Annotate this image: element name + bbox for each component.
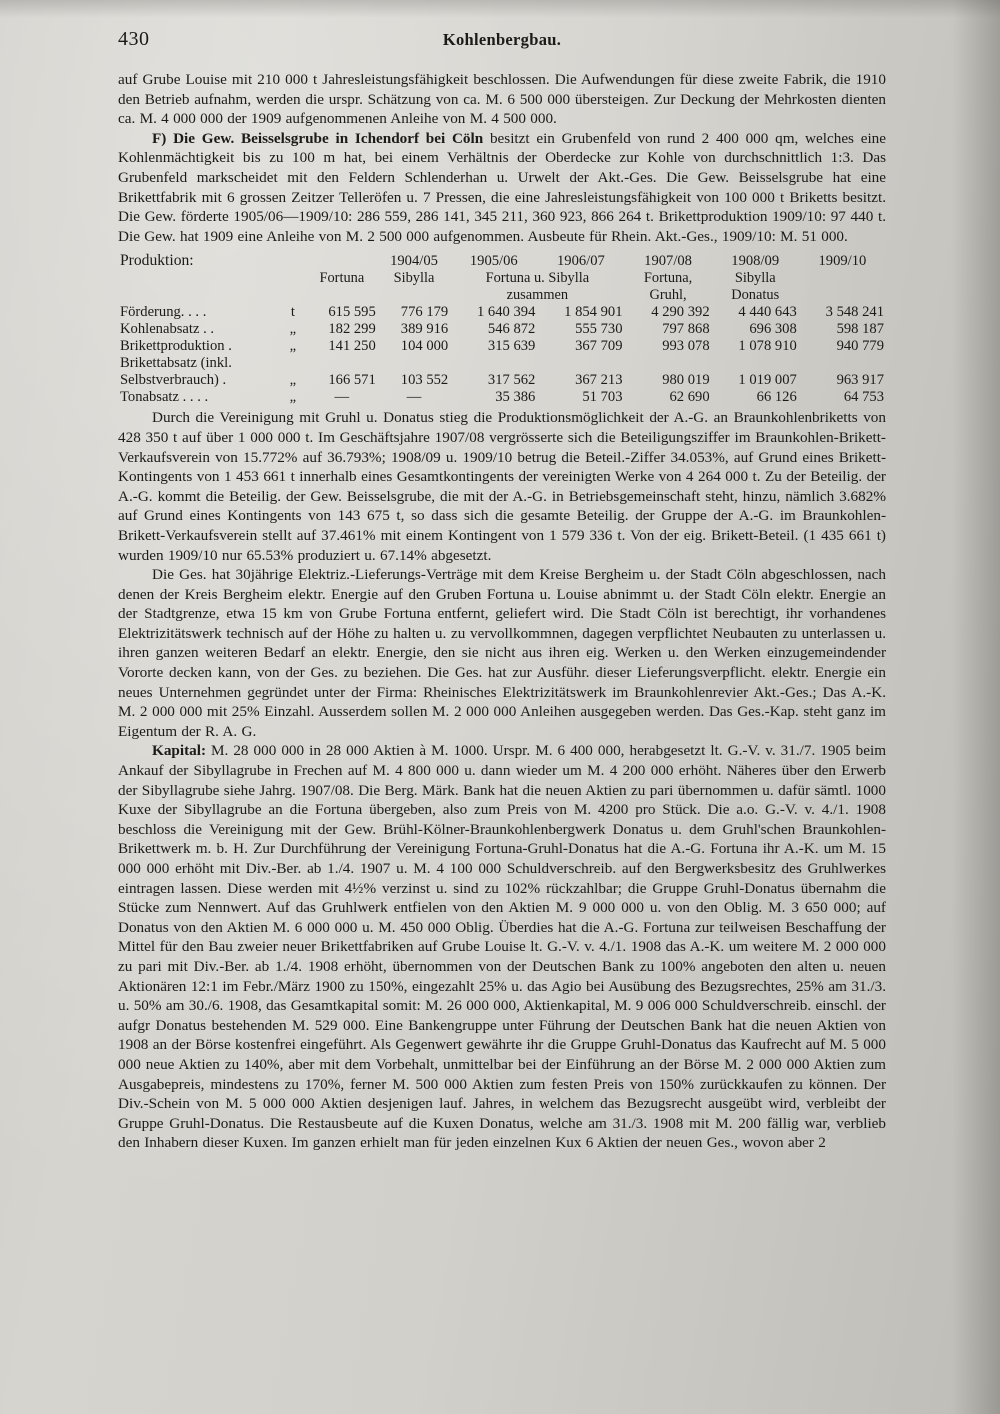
table-year-3: 1906/07: [557, 253, 605, 270]
page-content: [118, 26, 886, 1153]
paragraph-2-run-in-label: F) Die Gew. Beisselsgrube in Ichendorf bei Cöln: [152, 129, 484, 147]
paragraph-5-run-in-label: Kapital:: [152, 742, 207, 760]
cell: 776 179: [400, 304, 449, 321]
table-group-zusammen: zusammen: [506, 287, 569, 304]
row-label-tonabsatz: Tonabsatz . . . .: [120, 389, 209, 406]
page-header: [118, 26, 886, 60]
cell: 166 571: [328, 372, 376, 389]
cell: 555 730: [575, 321, 623, 338]
row-label-brikettproduktion: Brikettproduktion .: [120, 338, 232, 355]
cell: 35 386: [495, 389, 536, 406]
cell: 103 552: [400, 372, 449, 389]
running-head: Kohlenbergbau.: [442, 30, 562, 49]
cell: —: [406, 389, 422, 406]
cell: 696 308: [749, 321, 797, 338]
table-group-fortuna-sibylla: Fortuna u. Sibylla: [485, 270, 590, 287]
table-year-4: 1907/08: [644, 253, 692, 270]
paragraph-4: Die Ges. hat 30jährige Elektriz.-Lieferungs-Verträge mit dem Kreise Bergheim u. der Stadt Cöln abgeschlossen, nach denen der Kreis Bergheim elektr. Energie auf den Gruben Fortuna u. Louise abnimmt u. der Stadt Cöln elektr. Energie an der Stadtgrenze, etwa 15 km von Grube Fortuna entfernt, geliefert wird. Die Stadt Cöln ist berechtigt, ihr vorhandenes Elektrizitätswerk technisch auf der Höhe zu halten u. zu vervollkommnen, dagegen verpflichtet Neubauten zu unterlassen u. ihren ganzen weiteren Bedarf an elektr. Energie, den sie nicht aus ihren eig. Werken u. den Werken einzugemeindender Vororte decken kann, von der Ges. zu beziehen. Die Ges. hat zur Ausführ. dieser Lieferungsverpflicht. elektr. Energie ein neues Unternehmen gegründet unter der Firma: Rheinisches Elektrizitätswerk im Braunkohlenrevier Akt.-Ges.; Das A.-K. M. 2 000 000 mit 25% Einzahl. Ausserdem sollen M. 2 000 000 Anleihen ausgegeben werden. Das Ges.-Kap. steht ganz im Eigentum der R. A. G.: [118, 566, 886, 740]
cell: 66 126: [756, 389, 797, 406]
cell: 51 703: [582, 389, 623, 406]
paragraph-5-text: M. 28 000 000 in 28 000 Aktien à M. 1000. Urspr. M. 6 400 000, herabgesetzt lt. G.-V. v. 31./7. 1905 beim Ankauf der Sibyllagrube in Frechen auf M. 4 800 000 u. dann wieder um M. 4 200 000 erhöht. Näheres über den Erwerb der Sibyllagrube siehe Jahrg. 1907/08. Die Berg. Märk. Bank hat die neuen Aktien zu pari übernommen u. dafür sämtl. 1000 Kuxe der Sibyllagrube an die Fortuna übergeben, also zum Preis von M. 4200 pro Stück. Die a.o. G.-V. v. 4./1. 1908 beschloss die Vereinigung mit der Gew. Brühl-Kölner-Braunkohlenbergwerk Donatus u. dem Gruhl'schen Braunkohlen-Brikettwerk m. b. H. Zur Durchführung der Vereinigung Fortuna-Gruhl-Donatus hat die A.-G. Fortuna ihr A.-K. um M. 15 000 000 erhöht mit Div.-Ber. ab 1./4. 1907 u. M. 4 100 000 Schuldverschreib. auf den Bergwerksbesitz des Gruhlwerkes eintragen lassen. Diese werden mit 4½% verzinst u. sind zu 102% rückzahlbar; die Gruppe Gruhl-Donatus übernahm die Stücke zum Nennwert. Auf das Gruhlwerk entfielen von den Aktien M. 9 000 000 u. von den Oblig. M. 3 650 000; auf Donatus von den Aktien M. 6 000 000 u. M. 450 000 Oblig. Überdies hat die A.-G. Fortuna zur teilweisen Beschaffung der Mittel für den Bau zweier neuer Brikettfabriken auf Grube Louise lt. G.-V. v. 4./1. 1908 das A.-K. um weitere M. 2 000 000 zu pari mit Div.-Ber. ab 1./4. 1908 erhöht, übernommen von der Deutschen Bank zu 100% angeboten den alten u. neuen Aktionären 12:1 im Febr./März 1900 zu 150%, eingezahlt 25% u. das Agio bei Ausübung des Bezugsrechtes, 25% am 31./3. u. 50% am 30./6. 1908, das Gesamtkapital somit: M. 26 000 000, Aktienkapital, M. 9 006 000 Schuldverschreib. einschl. der aufgr Donatus bestehenden M. 529 000. Eine Bankengruppe unter Führung der Deutschen Bank hat die neuen Aktien von 1908 an der Börse kostenfrei eingeführt. Als Gegenwert gewährte ihr die Gruppe Gruhl-Donatus das Kaufrecht auf M. 5 000 000 neue Aktien zu 140%, aber mit dem Vorbehalt, unmittelbar bei der Einführung an der Börse M. 2 000 000 Aktien zum Ausgabepreis, mindestens zu 170%, ferner M. 500 000 Aktien zum festen Preis von 150% zurückkaufen zu können. Der Div.-Schein von M. 5 000 000 Aktien desjenigen lauf. Jahres, in welchem das Bezugsrecht ausgeübt wird, verbleibt der Gruppe Gruhl-Donatus. Die Restausbeute auf die Kuxen Donatus, welche am 31./3. 1908 mit M. 200 fällig war, verblieb den Inhabern dieser Kuxen. Im ganzen erhielt man für jeden einzelnen Kux 6 Aktien der neuen Ges., wovon aber 2: [118, 742, 887, 1152]
table-year-2: 1905/06: [469, 253, 518, 270]
row-unit-kohlenabsatz: „: [289, 321, 297, 338]
cell: 1 078 910: [738, 338, 797, 355]
table-group-gruhl: Gruhl,: [649, 287, 687, 304]
cell: 797 868: [662, 321, 710, 338]
cell: 367 213: [575, 372, 623, 389]
cell: 4 440 643: [738, 304, 797, 321]
table-row: [118, 372, 886, 389]
paragraph-3: Durch die Vereinigung mit Gruhl u. Donatus stieg die Produktionsmöglichkeit der A.-G. an Braunkohlenbriketts von 428 350 t auf über 1 000 000 t. Im Geschäftsjahre 1907/08 vergrösserte sich die Beteiligungsziffer im Braunkohlen-Brikett-Verkaufsverein von 15.772% auf 36.793%; 1908/09 u. 1909/10 betrug die Beteil.-Ziffer 34.053%, auf Grund eines Brikett-Kontingents von 1 453 661 t innerhalb eines Gesamtkontingents der vereinigten Werke von 4 264 000 t. Zu der Beteilig. der A.-G. kommt die Beteilig. der Gew. Beisselsgrube, die mit der A.-G. in Betriebsgemeinschaft steht, hinzu, nämlich 3.682% auf Grund eines Kontingents von 143 675 t, so dass sich die gesamte Beteilig. der Gruppe der A.-G. im Braunkohlen-Brikett-Verkaufsverein stellt auf 37.461% mit einem Kontingent von 1 579 336 t. Von der eig. Brikett-Beteil. (1 435 661 t) wurden 1909/10 nur 65.53% produziert u. 67.14% abgesetzt.: [118, 409, 886, 564]
cell: —: [334, 389, 350, 406]
cell: 993 078: [662, 338, 710, 355]
table-group-fortuna: Fortuna: [319, 270, 365, 287]
cell: 980 019: [662, 372, 710, 389]
table-year-1: 1904/05: [390, 253, 438, 270]
page-number: 430: [118, 28, 150, 50]
row-label-foerderung: Förderung. . . .: [120, 304, 207, 321]
table-header-groups-1: [118, 270, 886, 287]
row-label-kohlenabsatz: Kohlenabsatz . .: [120, 321, 215, 338]
table-group-sibylla: Sibylla: [393, 270, 435, 287]
cell: 615 595: [328, 304, 376, 321]
cell: 546 872: [487, 321, 536, 338]
table-group-fortuna-2: Fortuna,: [643, 270, 693, 287]
cell: 4 290 392: [651, 304, 710, 321]
paragraph-5: [118, 741, 886, 1152]
row-unit-tonabsatz: „: [289, 389, 297, 406]
cell: 1 019 007: [738, 372, 797, 389]
table-group-donatus: Donatus: [731, 287, 780, 304]
row-unit-brikettproduktion: „: [289, 338, 297, 355]
row-unit-foerderung: t: [290, 304, 295, 321]
table-header-groups-2: [118, 287, 886, 304]
table-row: [118, 389, 886, 406]
table-year-6: 1909/10: [818, 253, 867, 270]
cell: 62 690: [669, 389, 710, 406]
paragraph-1: auf Grube Louise mit 210 000 t Jahresleistungsfähigkeit beschlossen. Die Aufwendungen für diese zweite Fabrik, die 1910 den Betrieb aufnahm, werden die urspr. Schätzung von ca. M. 6 500 000 übersteigen. Zur Deckung der Mehrkosten dienten ca. M. 4 000 000 der 1909 aufgenommenen Anleihe von M. 4 500 000.: [118, 71, 886, 128]
body-text: [118, 70, 886, 1153]
cell: 104 000: [400, 338, 449, 355]
table-header-years: [118, 252, 886, 270]
cell: 1 854 901: [564, 304, 623, 321]
cell: 1 640 394: [476, 304, 536, 321]
cell: 64 753: [843, 389, 884, 406]
row-label-selbstverbrauch: Selbstverbrauch) .: [120, 372, 227, 389]
cell: 3 548 241: [825, 304, 884, 321]
cell: 389 916: [400, 321, 449, 338]
cell: 963 917: [836, 372, 884, 389]
production-table: [118, 252, 886, 406]
cell: 598 187: [836, 321, 884, 338]
table-title: Produktion:: [120, 252, 194, 270]
table-row: [118, 338, 886, 355]
table-row: [118, 321, 886, 338]
row-label-brikettabsatz: Brikettabsatz (inkl.: [120, 355, 232, 372]
paragraph-2: [118, 129, 886, 247]
paragraph-2-text: besitzt ein Grubenfeld von rund 2 400 000 qm, welches eine Kohlenmächtigkeit bis zu 100 m hat, bei einem Verhältnis der Oberdecke zur Kohle von durchschnittlich 1:3. Das Grubenfeld markscheidet mit den Feldern Schlenderhan u. Urwelt der Akt.-Ges. Die Gew. Beisselsgrube hat eine Brikettfabrik mit 6 grossen Zeitzer Telleröfen u. 7 Pressen, die eine Jahresleistungsfähigkeit von 100 000 t Briketts besitzt. Die Gew. förderte 1905/06—1909/10: 286 559, 286 141, 345 211, 360 923, 866 264 t. Brikettproduktion 1909/10: 97 440 t. Die Gew. hat 1909 eine Anleihe von M. 2 500 000 aufgenommen. Ausbeute für Rhein. Akt.-Ges., 1909/10: M. 51 000.: [118, 129, 887, 245]
table-group-sibylla-2: Sibylla: [734, 270, 776, 287]
cell: 182 299: [328, 321, 376, 338]
table-row: [118, 304, 886, 321]
cell: 367 709: [575, 338, 623, 355]
table-row: [118, 355, 886, 372]
cell: 940 779: [836, 338, 884, 355]
cell: 141 250: [328, 338, 376, 355]
cell: 317 562: [487, 372, 536, 389]
table-year-5: 1908/09: [731, 253, 780, 270]
row-unit-selbstverbrauch: „: [289, 372, 297, 389]
cell: 315 639: [487, 338, 536, 355]
